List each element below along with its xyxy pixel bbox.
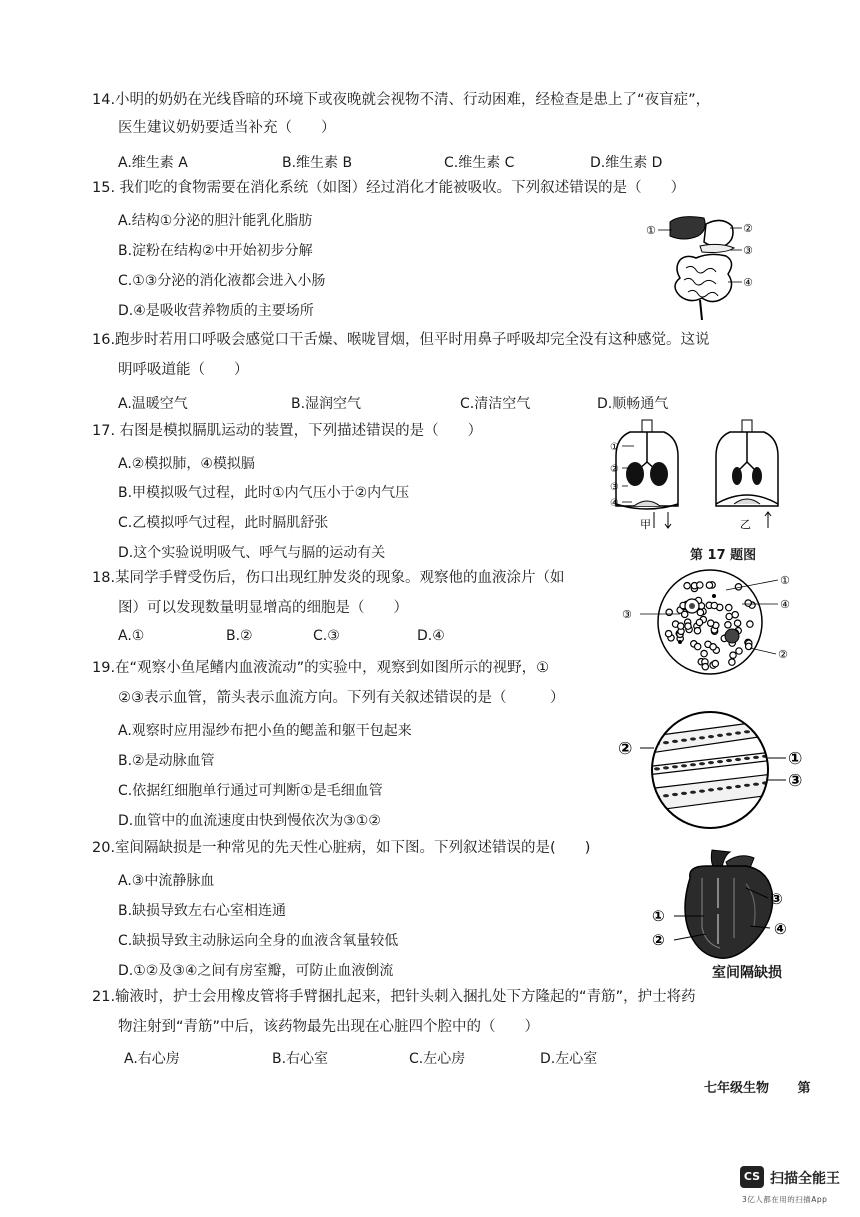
jar-jia (616, 420, 678, 528)
brand-slogan: 3亿人都在用的扫描App (742, 1195, 828, 1204)
q15-option-c: C.①③分泌的消化液都会进入小肠 (118, 273, 326, 289)
question-18-line-1: 18.某同学手臂受伤后，伤口出现红肿发炎的现象。观察他的血液涂片（如 (92, 570, 565, 586)
vessel-cell (708, 761, 714, 764)
red-blood-cell (665, 631, 671, 637)
red-blood-cell (701, 650, 707, 656)
red-blood-cell (745, 600, 751, 606)
smear-label-2: ② (778, 648, 788, 661)
question-14-line-1: 14.小明的奶奶在光线昏暗的环境下或夜晚就会视物不清、行动困难，经检查是患上了“夜盲症”， (92, 92, 711, 108)
red-blood-cell (695, 643, 701, 649)
q19-option-b: B.②是动脉血管 (118, 753, 215, 769)
vessel-cell (744, 784, 750, 787)
q14-option-b: B.维生素 B (282, 155, 353, 171)
q16-option-c: C.清洁空气 (460, 396, 531, 412)
q14-option-d: D.维生素 D (590, 155, 663, 171)
vessel-cell (672, 793, 678, 796)
q21-option-c: C.左心房 (409, 1051, 466, 1067)
red-blood-cell (730, 652, 736, 658)
question-17 (92, 421, 482, 441)
brand-name: 扫描全能王 (770, 1171, 840, 1187)
q14-option-a: A.维生素 A (118, 155, 188, 171)
vessel-cell (762, 728, 768, 731)
jar-label-jia: 甲 (640, 518, 651, 531)
vessel-cell (699, 790, 705, 793)
vessel-cell (645, 768, 651, 771)
question-20 (92, 838, 590, 858)
vessel-cell (690, 737, 696, 740)
digestive-label-4: ④ (743, 276, 753, 289)
question-15 (92, 178, 685, 198)
white-blood-cell-2 (725, 629, 739, 643)
red-blood-cell (706, 582, 712, 588)
question-21-line-2: 物注射到“青筋”中后，该药物最先出现在心脏四个腔中的（ ） (118, 1019, 540, 1035)
question-16-line-2: 明呼吸道能（ ） (118, 362, 249, 378)
q17-option-c: C.乙模拟呼气过程，此时膈肌舒张 (118, 515, 329, 531)
question-21-line-1: 21.输液时，护士会用橡皮管将手臂捆扎起来，把针头刺入捆扎处下方隆起的“青筋”，护士将药 (92, 989, 696, 1005)
digestive-label-3: ③ (743, 244, 753, 257)
q20-option-a: A.③中流静脉血 (118, 873, 215, 889)
question-17-line-1: 17. 右图是模拟膈肌运动的装置，下列描述错误的是（ ） (92, 423, 483, 439)
rectum-shape (700, 300, 702, 320)
q18-option-b: B.② (226, 628, 253, 644)
vessel-cell (753, 783, 759, 786)
red-blood-cell (702, 664, 708, 670)
q15-option-a: A.结构①分泌的胆汁能乳化脂肪 (118, 213, 313, 229)
red-blood-cell (694, 628, 700, 634)
red-blood-cell (734, 620, 740, 626)
q16-option-d: D.顺畅通气 (597, 396, 669, 412)
vessel-cell (645, 743, 651, 746)
digestive-label-2: ② (743, 222, 753, 235)
fish-label-1: ① (788, 749, 803, 769)
vessel-cell (681, 739, 687, 742)
red-blood-cell (712, 660, 718, 666)
diaphragm-label-3: ③ (610, 482, 619, 493)
smear-label-1: ① (780, 574, 790, 587)
page-footer (704, 1077, 811, 1096)
q20-option-b: B.缺损导致左右心室相连通 (118, 903, 287, 919)
vessel-cell (708, 735, 714, 738)
red-blood-cell (666, 609, 672, 615)
vessel-cell (681, 792, 687, 795)
fish-label-3: ③ (788, 771, 803, 791)
vessel-cell (663, 741, 669, 744)
q17-option-a: A.②模拟肺，④模拟膈 (118, 456, 255, 472)
vessel-cell (735, 758, 741, 761)
question-14 (92, 90, 710, 138)
vessel-cell (753, 756, 759, 759)
q20-option-c: C.缺损导致主动脉运向全身的血液含氧量较低 (118, 933, 399, 949)
jar-yi (716, 420, 778, 528)
blood-smear-figure (620, 566, 800, 676)
q16-option-a: A.温暖空气 (118, 396, 188, 412)
q14-option-c: C.维生素 C (444, 155, 515, 171)
vessel-cell (780, 725, 786, 728)
question-19 (92, 658, 565, 708)
q19-option-a: A.观察时应用湿纱布把小鱼的鳃盖和躯干包起来 (118, 723, 412, 739)
red-blood-cell (725, 622, 731, 628)
red-blood-cell (711, 602, 717, 608)
heart-label-2: ② (652, 931, 665, 949)
q17-option-d: D.这个实验说明吸气、呼气与膈的运动有关 (118, 545, 386, 561)
vessel-cell (699, 736, 705, 739)
question-19-line-2: ②③表示血管，箭头表示血流方向。下列有关叙述错误的是（ ） (118, 690, 565, 706)
camscanner-logo: CS (740, 1166, 764, 1188)
q20-option-d: D.①②及③④之间有房室瓣，可防止血液倒流 (118, 963, 394, 979)
heart-figure-caption: 室间隔缺损 (712, 965, 782, 981)
vessel-cell (699, 762, 705, 765)
question-18-line-2: 图）可以发现数量明显增高的细胞是（ ） (118, 600, 408, 616)
vessel-cell (672, 765, 678, 768)
question-14-line-2: 医生建议奶奶要适当补充（ ） (118, 120, 336, 136)
smear-label-3: ③ (622, 608, 632, 621)
question-16-line-1: 16.跑步时若用口呼吸会感觉口干舌燥、喉咙冒烟，但平时用鼻子呼吸却完全没有这种感觉。这说 (92, 332, 710, 348)
vessel-cell (771, 754, 777, 757)
red-blood-cell (732, 612, 738, 618)
q15-option-b: B.淀粉在结构②中开始初步分解 (118, 243, 313, 259)
vessel-cell (645, 796, 651, 799)
diaphragm-model-figure (608, 416, 788, 538)
vessel-cell (717, 787, 723, 790)
question-16 (92, 330, 710, 380)
vessel-cell (681, 764, 687, 767)
intestine-shape (675, 254, 732, 301)
vessel-cell (735, 731, 741, 734)
red-blood-cell (685, 623, 691, 629)
heart-body (685, 866, 773, 958)
question-21 (92, 987, 696, 1037)
vessel-cell (654, 767, 660, 770)
q21-option-a: A.右心房 (124, 1051, 180, 1067)
vessel-cell (771, 727, 777, 730)
question-18 (92, 568, 565, 618)
fish-tail-vessels-figure (618, 708, 810, 832)
red-blood-cell (697, 582, 703, 588)
heart-label-3: ③ (770, 890, 783, 908)
vessel-cell (726, 786, 732, 789)
vessel-cell (735, 785, 741, 788)
vessel-cell (726, 733, 732, 736)
question-15-line-1: 15. 我们吃的食物需要在消化系统（如图）经过消化才能被吸收。下列叙述错误的是（ ） (92, 180, 686, 196)
red-blood-cell (726, 604, 732, 610)
vessel-cell (663, 794, 669, 797)
red-blood-cell (746, 643, 752, 649)
question-19-line-1: 19.在“观察小鱼尾鳍内血液流动”的实验中，观察到如图所示的视野，① (92, 660, 550, 676)
red-blood-cell (736, 648, 742, 654)
vessel-cell (744, 730, 750, 733)
red-blood-cell (708, 620, 714, 626)
scanner-watermark (740, 1166, 850, 1208)
smear-label-4: ④ (780, 598, 790, 611)
vessel-cell (708, 788, 714, 791)
vessel-cell (771, 780, 777, 783)
vessel-cell (717, 734, 723, 737)
vessel-cell (717, 760, 723, 763)
footer-subject: 七年级生物 (704, 1081, 770, 1096)
stomach-shape (704, 220, 733, 246)
digestive-system-figure (640, 208, 760, 326)
red-blood-cell (684, 583, 690, 589)
q18-option-d: D.④ (417, 628, 445, 644)
figure-17-caption: 第 17 题图 (690, 548, 757, 563)
red-blood-cell (710, 644, 716, 650)
q15-option-d: D.④是吸收营养物质的主要场所 (118, 303, 314, 319)
q18-option-a: A.① (118, 628, 145, 644)
q21-option-d: D.左心室 (540, 1051, 598, 1067)
q19-option-c: C.依据红细胞单行通过可判断①是毛细血管 (118, 783, 383, 799)
footer-fragment: 第 (797, 1081, 811, 1096)
heart-label-1: ① (652, 907, 665, 925)
red-blood-cell (729, 659, 735, 665)
digestive-label-1: ① (646, 224, 656, 237)
fish-label-2: ② (618, 739, 633, 759)
vessel-cell (672, 740, 678, 743)
red-blood-cell (678, 623, 684, 629)
pancreas-shape (700, 244, 734, 252)
q19-option-d: D.血管中的血流速度由快到慢依次为③①② (118, 813, 381, 829)
jar-label-yi: 乙 (740, 518, 751, 531)
vessel-cell (690, 791, 696, 794)
question-20-line-1: 20.室间隔缺损是一种常见的先天性心脏病，如下图。下列叙述错误的是( ) (92, 840, 591, 856)
q18-option-c: C.③ (313, 628, 340, 644)
q16-option-b: B.湿润空气 (291, 396, 362, 412)
q17-option-b: B.甲模拟吸气过程，此时①内气压小于②内气压 (118, 485, 410, 501)
heart-defect-figure (650, 848, 800, 966)
diaphragm-label-1: ① (610, 442, 619, 453)
diaphragm-label-4: ④ (610, 498, 619, 509)
vessel-cell (663, 766, 669, 769)
vessel-cell (726, 759, 732, 762)
diaphragm-label-2: ② (610, 464, 619, 475)
red-blood-cell (682, 611, 688, 617)
red-blood-cell (696, 619, 702, 625)
vessel-cell (744, 757, 750, 760)
heart-label-4: ④ (774, 920, 787, 938)
vessel-cell (690, 763, 696, 766)
red-blood-cell (747, 621, 753, 627)
liver-shape (670, 217, 705, 239)
vessel-cell (780, 753, 786, 756)
q21-option-b: B.右心室 (272, 1051, 329, 1067)
